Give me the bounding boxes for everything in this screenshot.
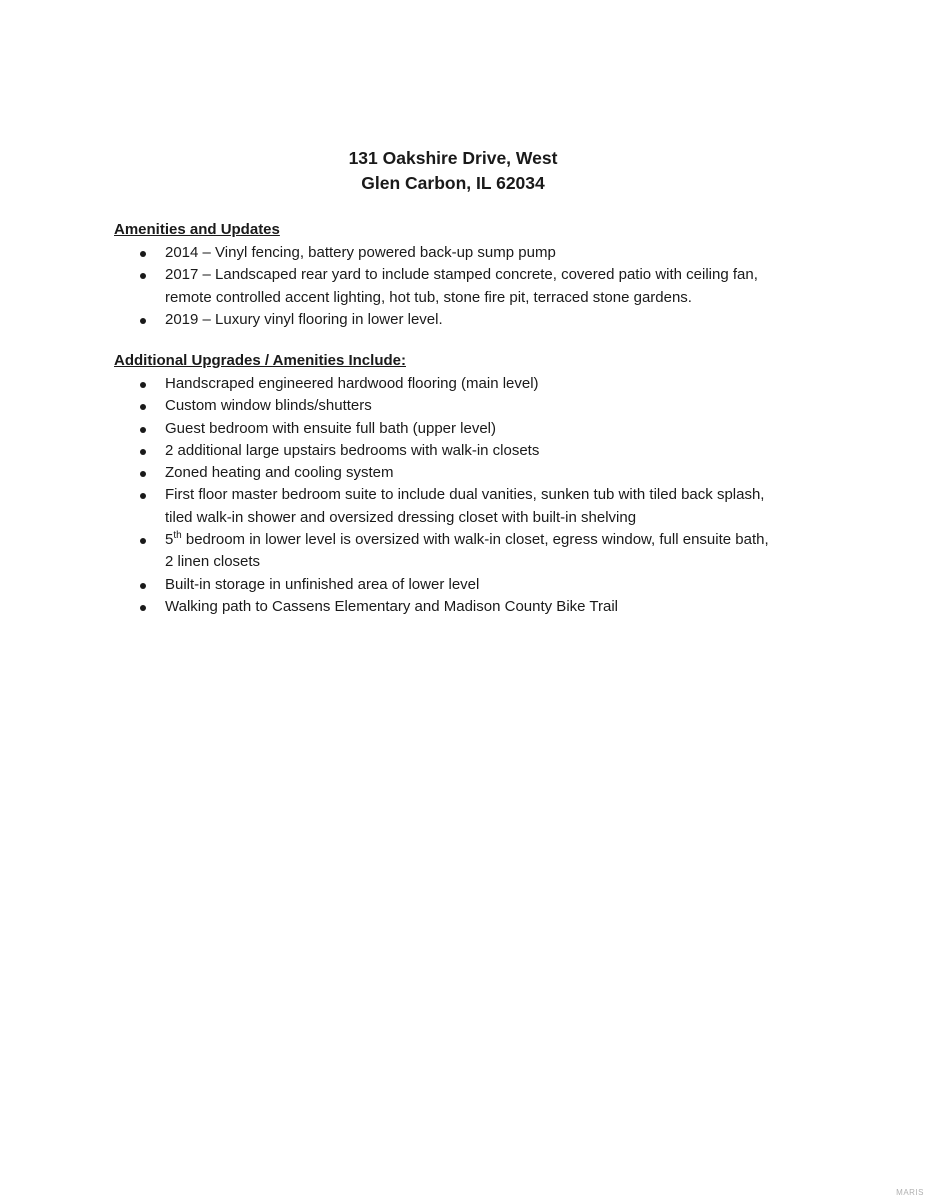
list-item-text: 2014 – Vinyl fencing, battery powered back-up sump pump xyxy=(165,244,556,261)
list-item xyxy=(114,574,775,596)
list-item-text: Custom window blinds/shutters xyxy=(165,397,372,415)
list-item xyxy=(114,373,775,395)
address-line-1: 131 Oakshire Drive, West xyxy=(348,148,558,168)
bullet-icon xyxy=(140,273,146,279)
address-title xyxy=(0,146,906,196)
list-item xyxy=(114,462,775,484)
list-item xyxy=(114,264,775,309)
list-item xyxy=(114,309,775,331)
bullet-icon xyxy=(140,318,146,324)
list-item xyxy=(114,440,775,462)
amenities-section xyxy=(114,220,814,331)
list-item xyxy=(114,596,775,618)
list-item xyxy=(114,418,775,440)
list-item-text: 2017 – Landscaped rear yard to include stamped concrete, covered patio with ceiling fan, remote controlled accent lighting, hot tub, stone fire pit, terraced stone gardens. xyxy=(165,266,758,306)
list-item-text: 2019 – Luxury vinyl flooring in lower level. xyxy=(165,310,443,328)
list-item xyxy=(114,242,775,264)
watermark: MARIS xyxy=(896,1188,924,1197)
list-item-text: Walking path to Cassens Elementary and Madison County Bike Trail xyxy=(165,597,618,615)
list-item xyxy=(114,484,775,529)
list-item-text: First floor master bedroom suite to include dual vanities, sunken tub with tiled back splash, tiled walk-in shower and oversized dressing closet with built-in shelving xyxy=(165,486,765,526)
amenities-list xyxy=(114,242,814,331)
bullet-icon xyxy=(140,471,146,477)
list-item xyxy=(114,395,775,417)
fifth-bedroom-suffix: th xyxy=(173,530,182,542)
bullet-icon xyxy=(140,538,146,544)
list-item-text: Built-in storage in unfinished area of lower level xyxy=(165,575,480,593)
bullet-icon xyxy=(140,493,146,499)
list-item-text: 2 additional large upstairs bedrooms with walk-in closets xyxy=(165,441,540,459)
bullet-icon xyxy=(140,404,146,410)
bullet-icon xyxy=(140,605,146,611)
upgrades-section xyxy=(114,351,814,618)
upgrades-list xyxy=(114,373,814,618)
amenities-heading: Amenities and Updates xyxy=(114,221,280,238)
list-item-text: Zoned heating and cooling system xyxy=(165,464,394,482)
bullet-icon xyxy=(140,251,146,257)
address-line-2: Glen Carbon, IL 62034 xyxy=(361,173,545,193)
fifth-bedroom-number: 5 xyxy=(165,531,174,549)
bullet-icon xyxy=(140,583,146,589)
list-item-text: Handscraped engineered hardwood flooring (main level) xyxy=(165,375,539,392)
bullet-icon xyxy=(140,449,146,455)
bullet-icon xyxy=(140,382,146,388)
list-item-text: Guest bedroom with ensuite full bath (upper level) xyxy=(165,419,497,437)
list-item xyxy=(114,529,775,574)
upgrades-heading: Additional Upgrades / Amenities Include: xyxy=(114,352,406,369)
fifth-bedroom-text: bedroom in lower level is oversized with walk-in closet, egress window, full ensuite bath, 2 linen closets xyxy=(165,531,769,571)
bullet-icon xyxy=(140,427,146,433)
